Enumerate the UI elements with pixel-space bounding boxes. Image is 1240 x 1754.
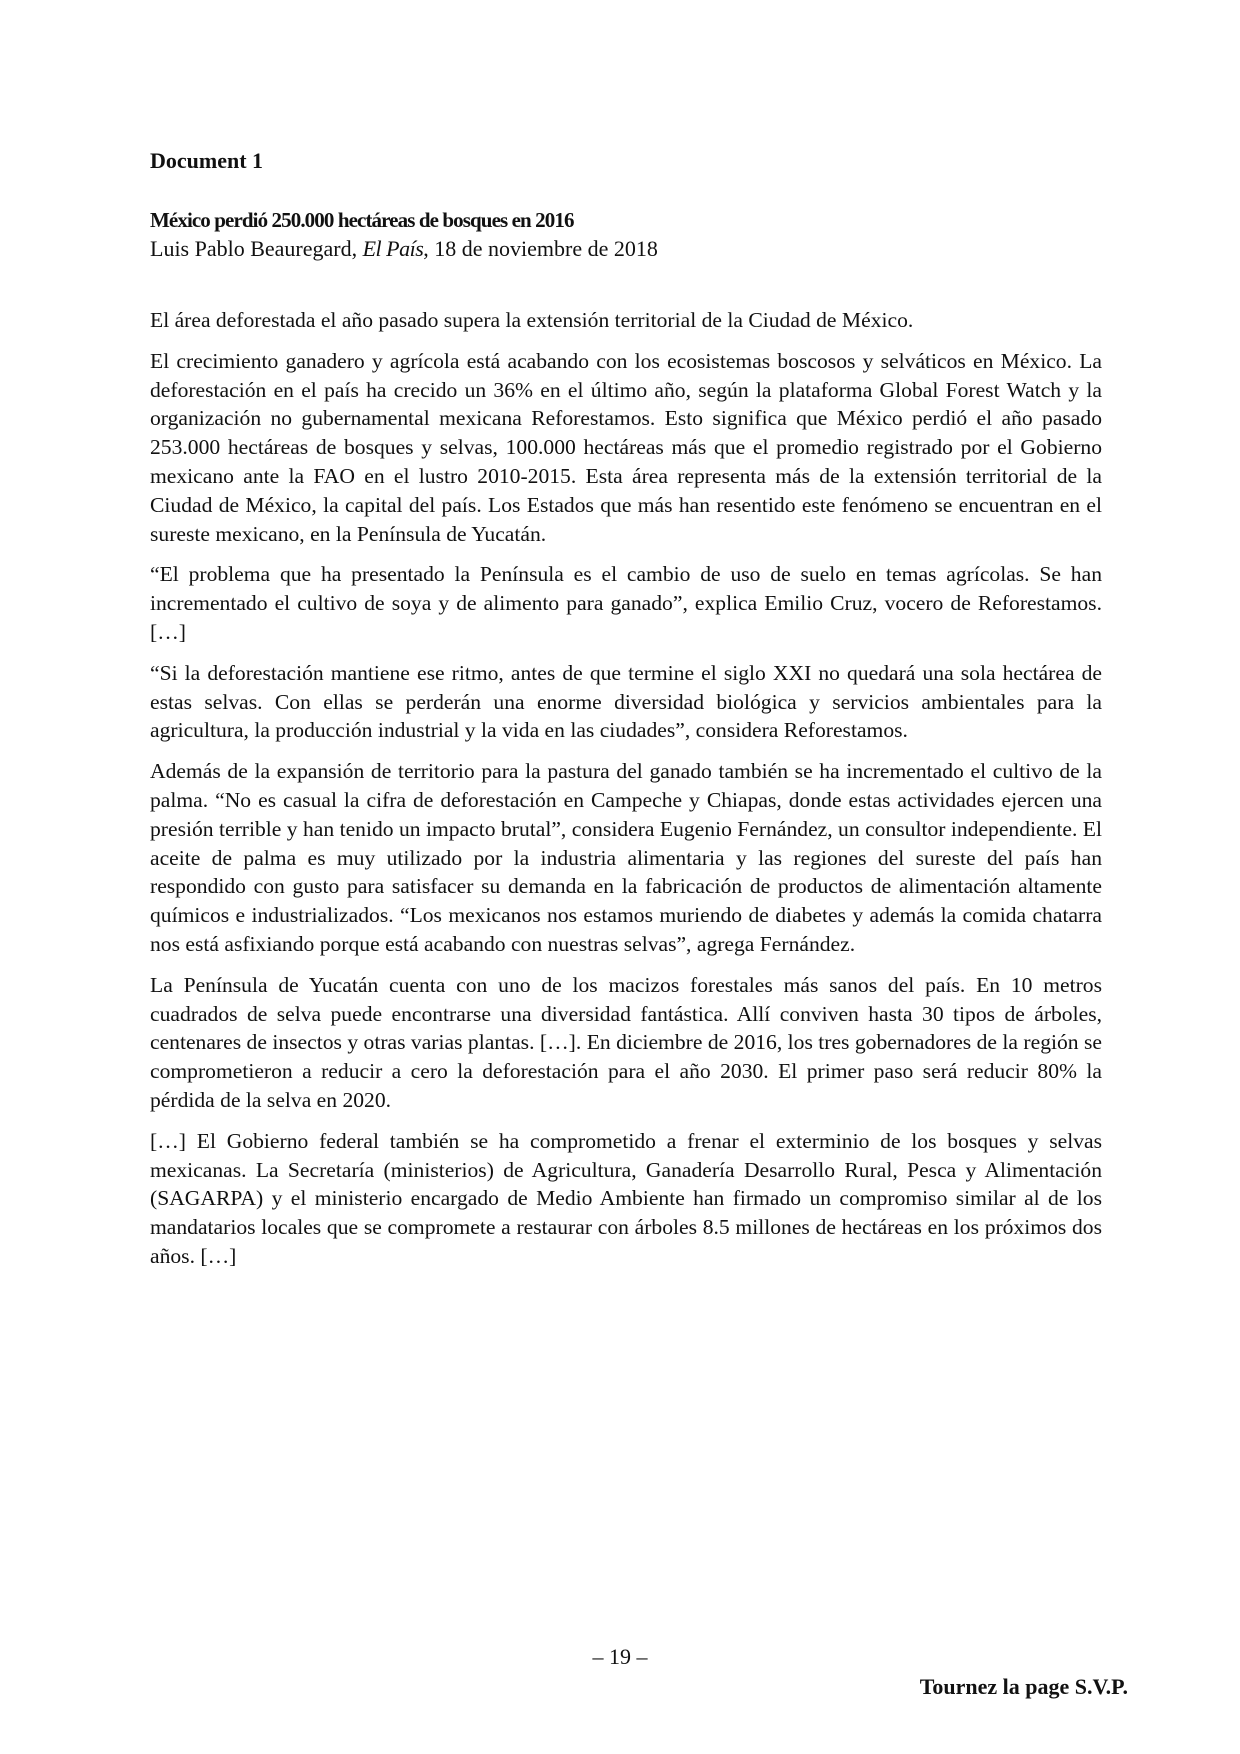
paragraph: […] El Gobierno federal también se ha comprometido a frenar el exterminio de los bosques y selvas mexicanas. La Secretaría (ministerios) de Agricultura, Ganadería Desarrollo Rural, Pesca y Alimentación (SAGARPA) y el ministerio encargado de Medio Ambiente han firmado un compromiso similar al de los mandatarios locales que se compromete a restaurar con árboles 8.5 millones de hectáreas en los próximos dos años. […] (150, 1128, 1102, 1268)
paragraph: “El problema que ha presentado la Península es el cambio de uso de suelo en temas agrícolas. Se han incrementado el cultivo de soya y de alimento para ganado”, explica Emilio Cruz, vocero de Reforestamos. […] (150, 562, 1102, 644)
paragraph: El área deforestada el año pasado supera la extensión territorial de la Ciudad de México. (150, 308, 914, 332)
author: Luis Pablo Beauregard, (150, 236, 363, 261)
document-label: Document 1 (150, 148, 264, 173)
turn-page-note: Tournez la page S.V.P. (919, 1674, 1128, 1699)
date: , 18 de noviembre de 2018 (423, 236, 658, 261)
paragraph: La Península de Yucatán cuenta con uno de los macizos forestales más sanos del país. En 10 metros cuadrados de selva puede encontrarse una diversidad fantástica. Allí conviven hasta 30 tipos de árboles, centenares de insectos y otras varias plantas. […]. En diciembre de 2016, los tres gobernadores de la región se comprometieron a reducir a cero la deforestación para el año 2030. El primer paso será reducir 80% la pérdida de la selva en 2020. (150, 972, 1102, 1112)
article-body (150, 306, 1102, 1283)
article-title: México perdió 250.000 hectáreas de bosques en 2016 (150, 208, 574, 232)
article-byline (150, 236, 658, 262)
paragraph: El crecimiento ganadero y agrícola está acabando con los ecosistemas boscosos y selváticos en México. La deforestación en el país ha crecido un 36% en el último año, según la plataforma Global Forest Watch y la organización no gubernamental mexicana Reforestamos. Esto significa que México perdió el año pasado 253.000 hectáreas de bosques y selvas, 100.000 hectáreas más que el promedio registrado por el Gobierno mexicano ante la FAO en el lustro 2010-2015. Esta área representa más de la extensión territorial de la Ciudad de México, la capital del país. Los Estados que más han resentido este fenómeno se encuentran en el sureste mexicano, en la Península de Yucatán. (150, 348, 1102, 546)
page-number: – 19 – (592, 1644, 648, 1669)
paragraph: “Si la deforestación mantiene ese ritmo, antes de que termine el siglo XXI no quedará una sola hectárea de estas selvas. Con ellas se perderán una enorme diversidad biológica y servicios ambientales para la agricultura, la producción industrial y la vida en las ciudades”, considera Reforestamos. (150, 660, 1102, 743)
paragraph: Además de la expansión de territorio para la pastura del ganado también se ha incrementado el cultivo de la palma. “No es casual la cifra de deforestación en Campeche y Chiapas, donde estas actividades ejercen una presión terrible y han tenido un impacto brutal”, considera Eugenio Fernández, un consultor independiente. El aceite de palma es muy utilizado por la industria alimentaria y las regiones del sureste del país han respondido con gusto para satisfacer su demanda en la fabricación de productos de alimentación altamente químicos e industrializados. “Los mexicanos nos estamos muriendo de diabetes y además la comida chatarra nos está asfixiando porque está acabando con nuestras selvas”, agrega Fernández. (150, 759, 1102, 956)
publication: El País (362, 236, 424, 261)
